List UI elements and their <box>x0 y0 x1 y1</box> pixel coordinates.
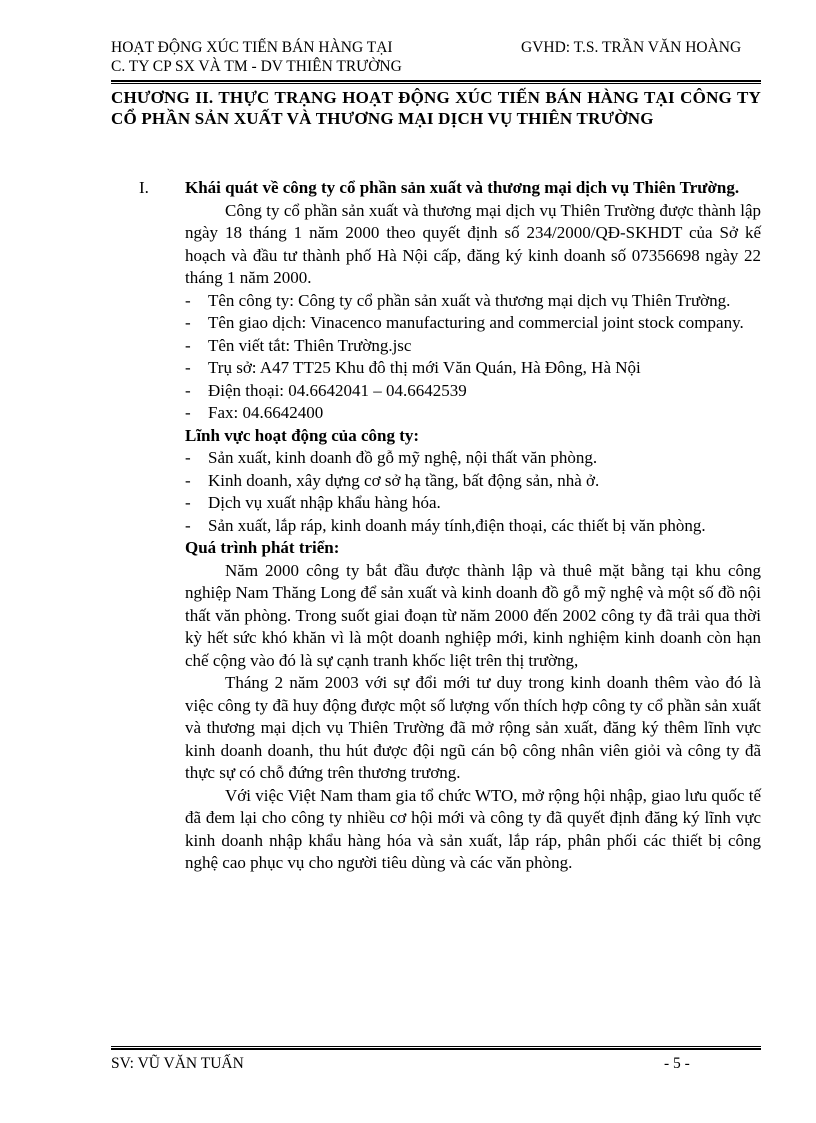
history-paragraph: Với việc Việt Nam tham gia tổ chức WTO, mở rộng hội nhập, giao lưu quốc tế đã đem lại cho công ty nhiều cơ hội mới và công ty đã quyết định đăng ký lĩnh vực kinh doanh nhập khẩu hàng hóa và sản xuất, lắp ráp, phân phối các thiết bị công nghệ cao phục vụ cho người tiêu dùng và các văn phòng. <box>185 785 761 872</box>
intro-paragraph: Công ty cổ phần sản xuất và thương mại dịch vụ Thiên Trường được thành lập ngày 18 tháng 1 năm 2000 theo quyết định số 234/2000/QĐ-SKHDT của Sở kế hoạch và đầu tư thành phố Hà Nội cấp, đăng ký kinh doanh số 07356698 ngày 22 tháng 1 năm 2000. <box>185 200 761 287</box>
footer-rule <box>111 1046 761 1050</box>
page-footer <box>111 1054 761 1073</box>
history-heading: Quá trình phát triển: <box>185 538 340 557</box>
footer-student: SV: VŨ VĂN TUẤN <box>111 1055 244 1072</box>
fields-list <box>111 447 761 537</box>
company-info-list <box>111 290 761 425</box>
list-item: - Tên giao dịch: Vinacenco manufacturing and commercial joint stock company. <box>185 312 761 335</box>
list-item: - Kinh doanh, xây dựng cơ sở hạ tầng, bất động sản, nhà ở. <box>185 470 761 493</box>
section-title: Khái quát về công ty cổ phần sản xuất và thương mại dịch vụ Thiên Trường. <box>185 178 740 197</box>
section-number: I. <box>139 178 149 197</box>
header-title-line2: C. TY CP SX VÀ TM - DV THIÊN TRƯỜNG <box>111 58 402 75</box>
list-item: - Tên viết tắt: Thiên Trường.jsc <box>185 335 761 358</box>
chapter-title: CHƯƠNG II. THỰC TRẠNG HOẠT ĐỘNG XÚC TIẾN BÁN HÀNG TẠI CÔNG TY CỔ PHẦN SẢN XUẤT VÀ THƯƠNG MẠI DỊCH VỤ THIÊN TRƯỜNG <box>111 88 761 128</box>
fields-heading: Lĩnh vực hoạt động của công ty: <box>185 425 420 445</box>
history-paragraph: Tháng 2 năm 2003 với sự đổi mới tư duy trong kinh doanh thêm vào đó là việc công ty đã huy động được một số lượng vốn thích hợp công ty cổ phần sản xuất và thương mại dịch vụ Thiên Trường đã mở rộng sản xuất, đăng ký thêm lĩnh vực kinh doanh doanh, thu hút được đội ngũ cán bộ công nhân viên giỏi và công ty đã thực sự có chỗ đứng trên thương trương. <box>185 673 761 782</box>
header-rule <box>111 80 761 84</box>
list-item: - Điện thoại: 04.6642041 – 04.6642539 <box>185 380 761 403</box>
list-item: - Sản xuất, lắp ráp, kinh doanh máy tính,điện thoại, các thiết bị văn phòng. <box>185 515 761 538</box>
header-left <box>111 38 402 76</box>
page-number: - 5 - <box>664 1055 690 1072</box>
section-heading <box>111 177 761 200</box>
header-title-line1: HOẠT ĐỘNG XÚC TIẾN BÁN HÀNG TẠI <box>111 39 393 56</box>
list-item: - Dịch vụ xuất nhập khẩu hàng hóa. <box>185 492 761 515</box>
list-item: - Trụ sở: A47 TT25 Khu đô thị mới Văn Quán, Hà Đông, Hà Nội <box>185 357 761 380</box>
history-paragraph: Năm 2000 công ty bắt đầu được thành lập và thuê mặt bằng tại khu công nghiệp Nam Thăng Long để sản xuất và kinh doanh đồ gỗ mỹ nghệ và một số đồ nội thất văn phòng. Trong suốt giai đoạn từ năm 2000 đến 2002 công ty đã trải qua thời kỳ hết sức khó khăn vì là một doanh nghiệp mới, kinh nghiệm kinh doanh còn hạn chế cộng vào đó là sự cạnh tranh khốc liệt trên thị trường, <box>185 560 761 670</box>
list-item: - Fax: 04.6642400 <box>185 402 761 425</box>
header-supervisor: GVHD: T.S. TRẦN VĂN HOÀNG <box>521 39 742 56</box>
page-body <box>111 177 761 875</box>
list-item: - Sản xuất, kinh doanh đồ gỗ mỹ nghệ, nội thất văn phòng. <box>185 447 761 470</box>
list-item: - Tên công ty: Công ty cổ phần sản xuất và thương mại dịch vụ Thiên Trường. <box>185 290 761 313</box>
